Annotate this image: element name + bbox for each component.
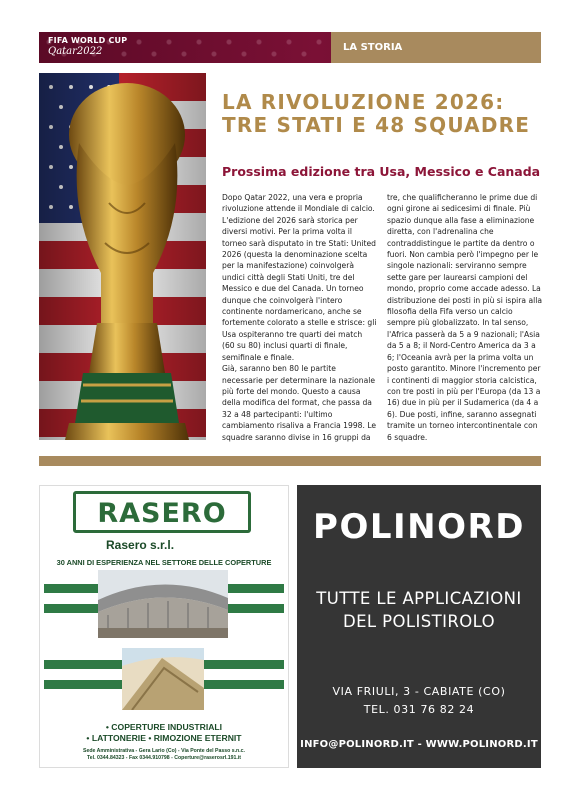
polinord-logo: POLINORD (313, 507, 525, 547)
rasero-service-line2: • LATTONERIE • RIMOZIONE ETERNIT (86, 733, 242, 743)
rasero-service-line1: • COPERTURE INDUSTRIALI (105, 722, 223, 732)
article-column-1: Dopo Qatar 2022, una vera e propria rivoluzione attende il Mondiale di calcio. L'edizione del 2026 sarà storica per diversi motivi. Per la prima volta il torneo sarà disputato in tre Stati: United 2026 (questa la denominazione scelta per la manifestazione) coinvolgerà undici città degli Stati Uniti, tre del Messico e due del Canada. Un torneo dunque che coinvolgerà l'intero continente nordamericano, anche se fortemente colorato a stelle e strisce: gli Usa ospiteranno tre quarti dei match (60 su 80) inclusi quarti di finale, semifinale e finale. Già, saranno ben 80 le partite necessarie per determinare la nazionale più forte del mondo. Questo a causa della modifica del format, che passa da 32 a 48 partecipanti: l'ultimo cambiamento risaliva a Francia 1998. Le squadre saranno divise in 16 gruppi da (222, 193, 377, 442)
polinord-street: VIA FRIULI, 3 - CABIATE (CO) (332, 685, 506, 698)
rasero-tagline: 30 ANNI DI ESPERIENZA NEL SETTORE DELLE COPERTURE (56, 558, 272, 567)
article-title: LA RIVOLUZIONE 2026: TRE STATI E 48 SQUADRE (222, 90, 531, 137)
polinord-advertisement[interactable] (297, 485, 541, 768)
section-label: LA STORIA (343, 42, 403, 53)
polinord-slogan-line2: DEL POLISTIROLO (342, 612, 496, 631)
article-column-2: tre, che qualificheranno le prime due di ogni girone ai sedicesimi di finale. Più spazio dunque alla fase a eliminazione diretta, con l'adrenalina che contraddistingue le partite da dentro o fuori. Non cambia però l'impegno per le singole nazionali: serviranno sempre sette gare per laurearsi campioni del mondo, proprio come accade adesso. La distribuzione dei posti in più si ispira alla filosofia della Fifa verso un calcio sempre più globalizzato. In tal senso, l'Africa passerà da 5 a 9 nazionali; l'Asia da 5 a 8; il Nord-Centro America da 3 a 6; l'Oceania avrà per la prima volta un posto garantito. Minore l'incremento per i continenti di maggior storia calcistica, con tre posti in più per l'Europa (da 13 a 16) due in più per il Sudamerica (da 4 a 6). Due posti, infine, saranno assegnati tramite un torneo intercontinentale con 6 squadre. (387, 193, 542, 442)
polinord-slogan (297, 587, 541, 633)
stadium-roof-image (98, 570, 228, 638)
brand-line2: Qatar2022 (48, 46, 103, 57)
rasero-company-name: Rasero s.r.l. (106, 538, 175, 552)
world-cup-logo (48, 37, 127, 57)
polinord-address (297, 683, 541, 719)
section-divider (39, 456, 541, 466)
polinord-slogan-line1: TUTTE LE APPLICAZIONI (316, 589, 522, 608)
rasero-services (40, 722, 288, 744)
trophy-flag-image (39, 73, 206, 440)
rasero-address: Sede Amministrativa - Gera Lario (Co) - Via Ponte del Passo s.n.c. (82, 748, 245, 754)
polinord-contacts[interactable]: INFO@POLINORD.IT - WWW.POLINORD.IT (300, 739, 538, 750)
rasero-advertisement[interactable] (39, 485, 289, 768)
section-tab (331, 32, 541, 63)
polinord-phone: TEL. 031 76 82 24 (363, 703, 475, 716)
rasero-logo-text: RASERO (97, 498, 227, 529)
article-subtitle: Prossima edizione tra Usa, Messico e Canada (222, 164, 541, 179)
rasero-logo (73, 491, 251, 533)
rasero-contact-info (44, 748, 284, 762)
rasero-phone-email: Tel. 0344.84323 - Fax 0344.910798 - Coperture@raserosrl.191.it (86, 755, 242, 761)
page-header (39, 32, 541, 63)
trophy-photo (39, 73, 206, 440)
brand-line1: FIFA WORLD CUP (48, 36, 128, 45)
roof-detail-image (122, 648, 204, 710)
